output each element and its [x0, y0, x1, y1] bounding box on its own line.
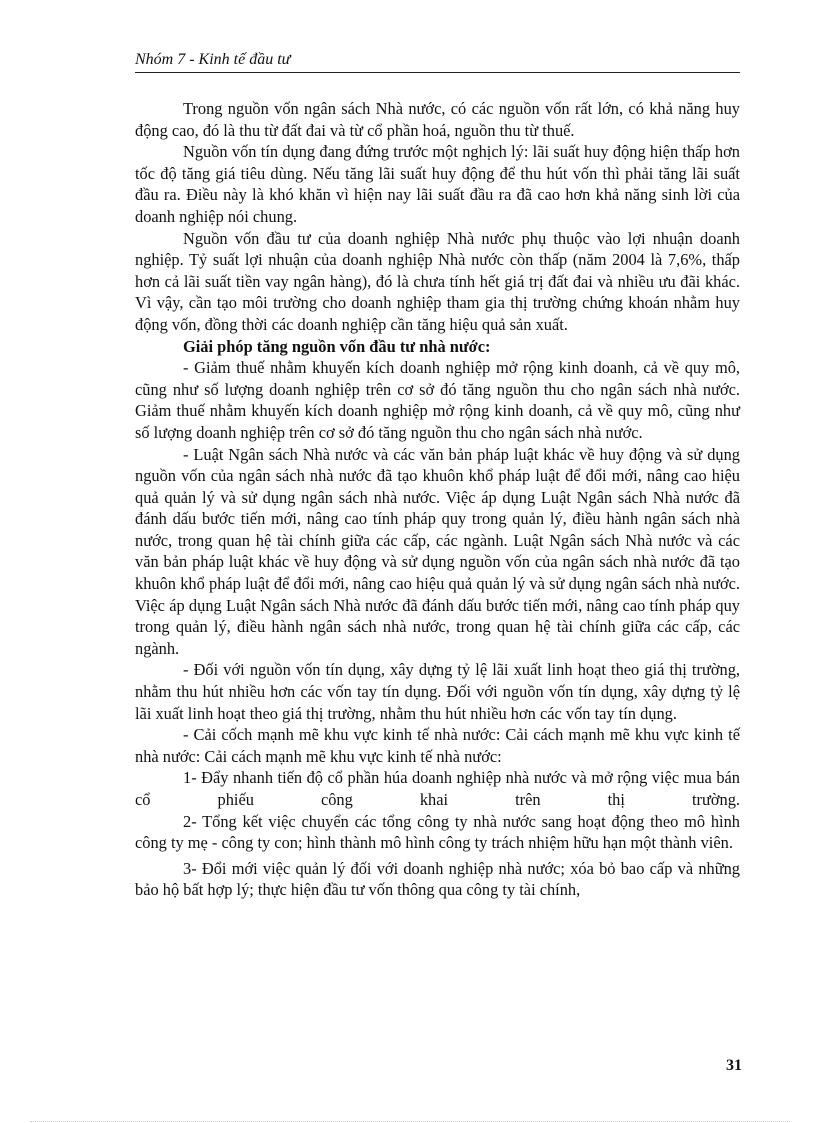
page-number: 31	[726, 1057, 742, 1074]
list-item-management-reform: 3- Đổi mới việc quản lý đối với doanh nghiệp nhà nước; xóa bỏ bao cấp và những bảo hộ bất hợp lý; thực hiện đầu tư vốn thông qua công ty tài chính,	[135, 858, 740, 900]
section-heading-solutions: Giải phóp tăng nguồn vốn đầu tư nhà nước:	[183, 336, 491, 356]
header-title: Nhóm 7 - Kinh tế đầu tư	[135, 51, 291, 68]
list-item-equitization: 1- Đẩy nhanh tiến độ cổ phần húa doanh nghiệp nhà nước và mở rộng việc mua bán cổ phiếu công khai trên thị trường.	[135, 768, 740, 809]
bullet-soe-reform: - Cải cốch mạnh mẽ khu vực kinh tế nhà nước: Cải cách mạnh mẽ khu vực kinh tế nhà nước: Cải cách mạnh mẽ khu vực kinh tế nhà nước:	[135, 725, 740, 766]
page-header	[135, 50, 740, 73]
document-body	[135, 98, 740, 901]
bullet-tax-reduction: - Giảm thuế nhằm khuyến kích doanh nghiệp mở rộng kinh doanh, cả về quy mô, cũng như số lượng doanh nghiệp trên cơ sở đó tăng nguồn thu cho ngân sách nhà nước. Giảm thuế nhằm khuyến kích doanh nghiệp mở rộng kinh doanh, cả về quy mô, cũng như số lượng doanh nghiệp trên cơ sở đó tăng nguồn thu cho ngân sách nhà nước.	[135, 358, 740, 442]
paragraph-credit-capital: Nguồn vốn tín dụng đang đứng trước một nghịch lý: lãi suất huy động hiện thấp hơn tốc độ tăng giá tiêu dùng. Nếu tăng lãi suất huy động để thu hút vốn thì phải tăng lãi suất đầu ra. Điều này là khó khăn vì hiện nay lãi suất đầu ra đã cao hơn khả năng sinh lời của doanh nghiệp nói chung.	[135, 142, 740, 226]
paragraph-state-budget: Trong nguồn vốn ngân sách Nhà nước, có các nguồn vốn rất lớn, có khả năng huy động cao, đó là thu từ đất đai và từ cổ phần hoá, nguồn thu từ thuế.	[135, 99, 740, 140]
bullet-credit-interest: - Đối với nguồn vốn tín dụng, xây dựng tỷ lệ lãi xuất linh hoạt theo giá thị trường, nhằm thu hút nhiều hơn các vốn tay tín dụng. Đối với nguồn vốn tín dụng, xây dựng tỷ lệ lãi xuất linh hoạt theo giá thị trường, nhằm thu hút nhiều hơn các vốn tay tín dụng.	[135, 660, 740, 723]
bullet-budget-law: - Luật Ngân sách Nhà nước và các văn bản pháp luật khác về huy động và sử dụng nguồn vốn của ngân sách nhà nước đã tạo khuôn khổ pháp luật để đổi mới, nâng cao hiệu quả quản lý và sử dụng ngân sách nhà nước. Việc áp dụng Luật Ngân sách Nhà nước đã đánh dấu bước tiến mới, nâng cao tính pháp quy trong quản lý, điều hành ngân sách nhà nước, trong quan hệ tài chính giữa các cấp, các ngành. Luật Ngân sách Nhà nước và các văn bản pháp luật khác về huy động và sử dụng nguồn vốn của ngân sách nhà nước đã tạo khuôn khổ pháp luật để đổi mới, nâng cao hiệu quả quản lý và sử dụng ngân sách nhà nước. Việc áp dụng Luật Ngân sách Nhà nước đã đánh dấu bước tiến mới, nâng cao tính pháp quy trong quản lý, điều hành ngân sách nhà nước, trong quan hệ tài chính giữa các cấp, các ngành.	[135, 444, 740, 658]
list-item-parent-company: 2- Tổng kết việc chuyển các tổng công ty nhà nước sang hoạt động theo mô hình công ty mẹ - công ty con; hình thành mô hình công ty trách nhiệm hữu hạn một thành viên.	[135, 811, 740, 853]
footer-divider	[30, 1121, 790, 1122]
paragraph-soe-capital: Nguồn vốn đầu tư của doanh nghiệp Nhà nước phụ thuộc vào lợi nhuận doanh nghiệp. Tỷ suất lợi nhuận của doanh nghiệp Nhà nước còn thấp (năm 2004 là 7,6%, thấp hơn cả lãi suất tiền vay ngân hàng), đó là chưa tính hết giá trị đất đai và nhiều ưu đãi khác. Vì vậy, cần tạo môi trường cho doanh nghiệp tham gia thị trường chứng khoán nhằm huy động vốn, đồng thời các doanh nghiệp cần tăng hiệu quả sản xuất.	[135, 228, 740, 334]
